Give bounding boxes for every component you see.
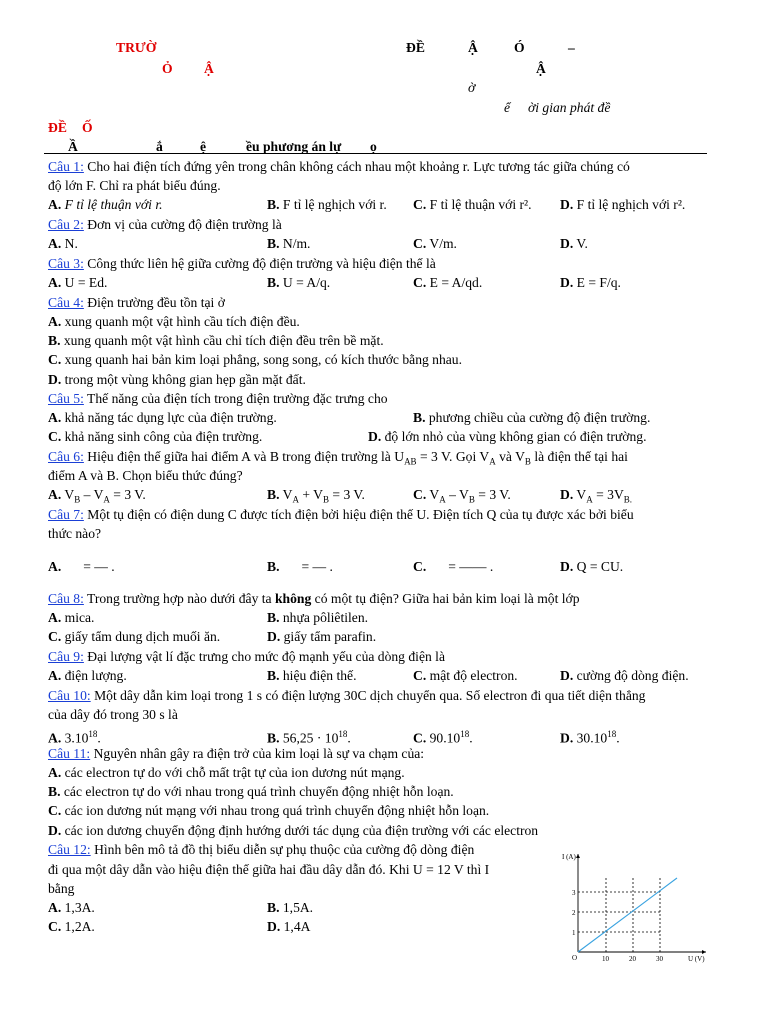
question-stem: Đơn vị của cường độ điện trường là: [87, 217, 282, 232]
option-c[interactable]: C. 90.10$^{18}$.: [413, 729, 473, 746]
question-11: [48, 745, 424, 763]
y-tick-2: 2: [572, 909, 576, 917]
option-d[interactable]: D. trong một vùng không gian hẹp gần mặt đất.: [48, 372, 306, 387]
option-b[interactable]: B. các electron tự do với nhau trong quá trình chuyển động nhiệt hỗn loạn.: [48, 784, 454, 799]
part-heading-1: Ầ: [68, 139, 78, 154]
option-a[interactable]: A. xung quanh một vật hình cầu tích điện đều.: [48, 314, 300, 329]
question-6-stem-cont: điểm A và B. Chọn biểu thức đúng?: [48, 468, 243, 483]
option-c[interactable]: C. 1,2A.: [48, 919, 95, 934]
option-b[interactable]: B. = — .: [267, 559, 333, 574]
exam-year: ờ: [468, 80, 476, 95]
question-2: [48, 216, 282, 234]
question-12-stem-cont: đi qua một dây dẫn vào hiệu điện thế giữa hai đầu dây dẫn đó. Khi U = 12 V thì I: [48, 862, 490, 877]
exam-title-4: –: [568, 40, 575, 55]
option-b[interactable]: B. phương chiều của cường độ điện trường.: [413, 410, 651, 425]
option-a[interactable]: A. F tỉ lệ thuận với r.: [48, 197, 163, 212]
option-c[interactable]: C. E = A/qd.: [413, 275, 483, 290]
option-a[interactable]: A. mica.: [48, 610, 95, 625]
option-c[interactable]: C. = —— .: [413, 559, 494, 574]
question-10: [48, 687, 645, 705]
option-b[interactable]: B. $V_A + V_B = 3$ V.: [267, 487, 365, 505]
question-12: [48, 841, 474, 859]
grid-lines: [578, 878, 660, 952]
part-heading-5: ọ: [370, 139, 377, 154]
option-b[interactable]: B. N/m.: [267, 236, 311, 251]
question-label: Câu 3:: [48, 256, 84, 271]
option-a[interactable]: A. 3.10$^{18}$.: [48, 729, 101, 746]
option-b[interactable]: B. U = A/q.: [267, 275, 331, 290]
question-stem: Cho hai điện tích đứng yên trong chân không cách nhau một khoảng r. Lực tương tác giữa chúng có: [87, 159, 630, 174]
x-tick-30: 30: [656, 955, 663, 963]
option-a[interactable]: A. $V_B - V_A = 3$ V.: [48, 487, 146, 505]
option-b[interactable]: B. 1,5A.: [267, 900, 314, 915]
question-label: Câu 11:: [48, 746, 91, 761]
y-axis-arrow: [576, 854, 580, 858]
question-label: Câu 6:: [48, 449, 84, 464]
exam-code-1: ĐỀ: [48, 120, 67, 135]
option-b[interactable]: B. $56,25 \cdot 10^{18}$.: [267, 729, 351, 746]
question-stem: Nguyên nhân gây ra điện trở của kim loại là sự va chạm của:: [93, 746, 425, 761]
school-name-2: Ỏ: [162, 61, 173, 76]
question-stem: Hình bên mô tả đồ thị biểu diễn sự phụ thuộc của cường độ dòng điện: [94, 842, 475, 857]
question-stem: Điện trường đều tồn tại ở: [87, 295, 225, 310]
option-c[interactable]: C. xung quanh hai bản kim loại phẳng, song song, có kích thước bằng nhau.: [48, 352, 463, 367]
option-d[interactable]: D. $V_A = 3V_{B.}$: [560, 487, 633, 505]
question-9: [48, 648, 445, 666]
question-7-stem-cont: thức nào?: [48, 526, 102, 541]
question-stem: Thế năng của điện tích trong điện trường đặc trưng cho: [87, 391, 388, 406]
option-c[interactable]: C. V/m.: [413, 236, 457, 251]
question-label: Câu 1:: [48, 159, 84, 174]
option-c[interactable]: C. F tỉ lệ thuận với r².: [413, 197, 532, 212]
question-1: [48, 158, 630, 176]
school-name-3: Ậ: [204, 61, 214, 76]
question-label: Câu 5:: [48, 391, 84, 406]
option-c[interactable]: C. các ion dương nút mạng với nhau trong quá trình chuyển động nhiệt hỗn loạn.: [48, 803, 490, 818]
current-voltage-graph: [556, 848, 716, 964]
question-10-stem-cont: của dây đó trong 30 s là: [48, 707, 178, 722]
header-divider: [44, 153, 707, 154]
school-name-1: TRƯỜ: [116, 40, 157, 55]
option-c[interactable]: C. mật độ electron.: [413, 668, 518, 683]
option-a[interactable]: A. = — .: [48, 559, 115, 574]
option-d[interactable]: D. F tỉ lệ nghịch với r².: [560, 197, 686, 212]
option-d[interactable]: D. Q = CU.: [560, 559, 624, 574]
origin-label: O: [572, 954, 578, 962]
option-b[interactable]: B. xung quanh một vật hình cầu chỉ tích điện đều trên bề mặt.: [48, 333, 384, 348]
option-d[interactable]: D. V.: [560, 236, 588, 251]
x-axis-label: U (V): [688, 955, 705, 963]
option-d[interactable]: D. các ion dương chuyển động định hướng dưới tác dụng của điện trường với các electron: [48, 823, 539, 838]
question-3: [48, 255, 436, 273]
option-d[interactable]: D. giấy tẩm parafin.: [267, 629, 377, 644]
question-stem: Đại lượng vật lí đặc trưng cho mức độ mạnh yếu của dòng điện là: [87, 649, 445, 664]
option-a[interactable]: A. khả năng tác dụng lực của điện trường.: [48, 410, 277, 425]
y-tick-1: 1: [572, 929, 576, 937]
question-label: Câu 2:: [48, 217, 84, 232]
option-d[interactable]: D. E = F/q.: [560, 275, 621, 290]
question-stem: Một tụ điện có điện dung C được tích điện bởi hiệu điện thế U. Điện tích Q của tụ được xác bởi biểu: [87, 507, 634, 522]
option-d[interactable]: D. cường độ dòng điện.: [560, 668, 689, 683]
question-5: [48, 390, 388, 408]
option-d[interactable]: D. độ lớn nhỏ của vùng không gian có điện trường.: [368, 429, 647, 444]
question-label: Câu 7:: [48, 507, 84, 522]
question-6: Câu 6: Hiệu điện thế giữa hai điểm A và B trong điện trường là $U_{AB} = 3$ V. Gọi $V_A$ và $V_B$ là điện thế tại hai: [48, 449, 628, 467]
option-a[interactable]: A. điện lượng.: [48, 668, 127, 683]
question-4: [48, 294, 225, 312]
time-note-1: ể: [504, 100, 511, 115]
part-heading-2: ắ: [156, 139, 163, 154]
option-b[interactable]: B. nhựa pôliêtilen.: [267, 610, 369, 625]
question-stem: Một dây dẫn kim loại trong 1 s có điện lượng 30C dịch chuyển qua. Số electron đi qua tiết diện thẳng: [94, 688, 646, 703]
option-d[interactable]: D. 30.10$^{18}$.: [560, 729, 620, 746]
part-heading-4: ều phương án lự: [246, 139, 342, 154]
question-label: Câu 12:: [48, 842, 91, 857]
exam-title-2: Ậ: [468, 40, 478, 55]
option-c[interactable]: C. khả năng sinh công của điện trường.: [48, 429, 263, 444]
i-u-line: [578, 878, 677, 952]
option-d[interactable]: D. 1,4A: [267, 919, 311, 934]
question-label: Câu 8:: [48, 591, 84, 606]
question-8: Câu 8: Trong trường hợp nào dưới đây ta không có một tụ điện? Giữa hai bản kim loại là một lớp: [48, 591, 580, 606]
question-label: Câu 10:: [48, 688, 91, 703]
exam-title-3: Ó: [514, 40, 525, 55]
question-7: [48, 506, 634, 524]
option-c[interactable]: C. $V_A - V_B = 3$ V.: [413, 487, 511, 505]
option-a[interactable]: A. U = Ed.: [48, 275, 108, 290]
question-stem: Công thức liên hệ giữa cường độ điện trường và hiệu điện thế là: [87, 256, 436, 271]
y-tick-3: 3: [572, 889, 576, 897]
exam-title-1: ĐỀ: [406, 40, 425, 55]
question-label: Câu 4:: [48, 295, 84, 310]
option-c[interactable]: C. giấy tẩm dung dịch muối ăn.: [48, 629, 221, 644]
question-1-stem-cont: độ lớn F. Chỉ ra phát biểu đúng.: [48, 178, 221, 193]
time-note-2: ời gian phát đề: [528, 100, 611, 115]
y-axis-label: I (A): [562, 853, 576, 861]
exam-subtitle: Ậ: [536, 61, 546, 76]
x-axis-arrow: [702, 950, 706, 954]
option-a[interactable]: A. N.: [48, 236, 78, 251]
option-b[interactable]: B. F tỉ lệ nghịch với r.: [267, 197, 387, 212]
question-label: Câu 9:: [48, 649, 84, 664]
option-b[interactable]: B. hiệu điện thế.: [267, 668, 357, 683]
part-heading-3: ệ: [200, 139, 207, 154]
x-tick-20: 20: [629, 955, 636, 963]
x-tick-10: 10: [602, 955, 609, 963]
option-a[interactable]: A. 1,3A.: [48, 900, 95, 915]
option-a[interactable]: A. các electron tự do với chỗ mất trật tự của ion dương nút mạng.: [48, 765, 405, 780]
exam-code-2: Ố: [82, 120, 93, 135]
question-12-stem-cont-2: bằng: [48, 881, 75, 896]
